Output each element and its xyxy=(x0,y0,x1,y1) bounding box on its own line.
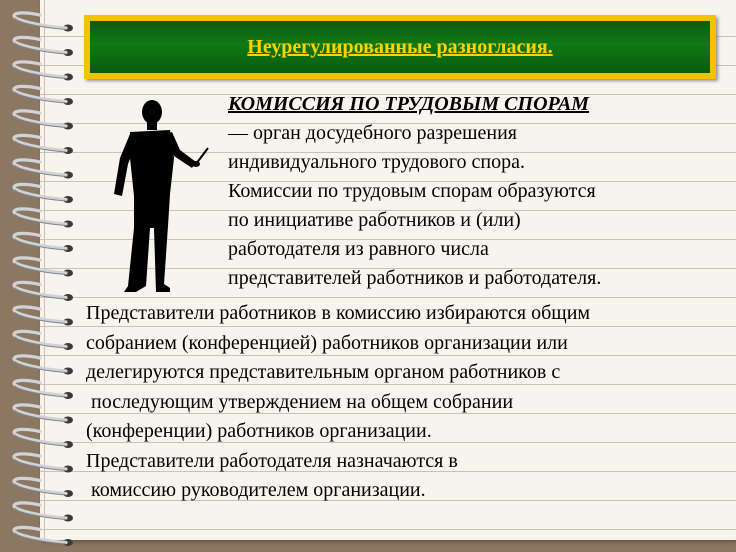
definition-block xyxy=(228,90,708,293)
definition-line: работодателя из равного числа xyxy=(228,238,489,260)
slide-title: Неурегулированные разногласия. xyxy=(247,35,553,58)
binding-ring xyxy=(14,282,66,297)
binding-ring xyxy=(14,209,66,224)
binding-ring xyxy=(14,527,66,542)
definition-line: представителей работников и работодателя. xyxy=(228,267,602,289)
definition-line: — орган досудебного разрешения xyxy=(228,122,517,144)
title-banner xyxy=(84,15,716,79)
term-heading: КОМИССИЯ ПО ТРУДОВЫМ СПОРАМ xyxy=(228,93,590,115)
binding-ring xyxy=(14,478,66,493)
definition-line: по инициативе работников и (или) xyxy=(228,209,521,231)
binding-ring xyxy=(14,13,66,28)
body-line: (конференции) работников организации. xyxy=(86,420,432,442)
binding-ring xyxy=(14,111,66,126)
body-line: Представители работодателя назначаются в xyxy=(86,449,458,472)
binding-ring xyxy=(14,86,66,101)
spiral-binding-icon xyxy=(0,0,80,552)
definition-line: Комиссии по трудовым спорам образуются xyxy=(228,180,596,202)
presenter-silhouette-icon xyxy=(108,98,212,294)
binding-ring xyxy=(14,233,66,248)
body-line: собранием (конференцией) работников организации или xyxy=(86,331,568,354)
binding-ring xyxy=(14,356,66,371)
binding-ring xyxy=(14,135,66,150)
binding-ring xyxy=(14,184,66,199)
binding-ring xyxy=(14,258,66,273)
binding-ring xyxy=(14,405,66,420)
binding-ring xyxy=(14,331,66,346)
binding-ring xyxy=(14,454,66,469)
binding-ring xyxy=(14,307,66,322)
body-line: комиссию руководителем организации. xyxy=(86,479,426,501)
body-line: последующим утверждением на общем собрании xyxy=(86,390,514,413)
binding-ring xyxy=(14,37,66,52)
binding-ring xyxy=(14,503,66,518)
body-line: делегируются представительным органом работников с xyxy=(86,361,561,383)
binding-ring xyxy=(14,62,66,77)
body-line: Представители работников в комиссию избираются общим xyxy=(86,302,591,324)
definition-line: индивидуального трудового спора. xyxy=(228,151,526,173)
binding-ring xyxy=(14,380,66,395)
binding-ring xyxy=(14,429,66,444)
binding-ring xyxy=(14,160,66,175)
body-text-block xyxy=(86,299,722,506)
